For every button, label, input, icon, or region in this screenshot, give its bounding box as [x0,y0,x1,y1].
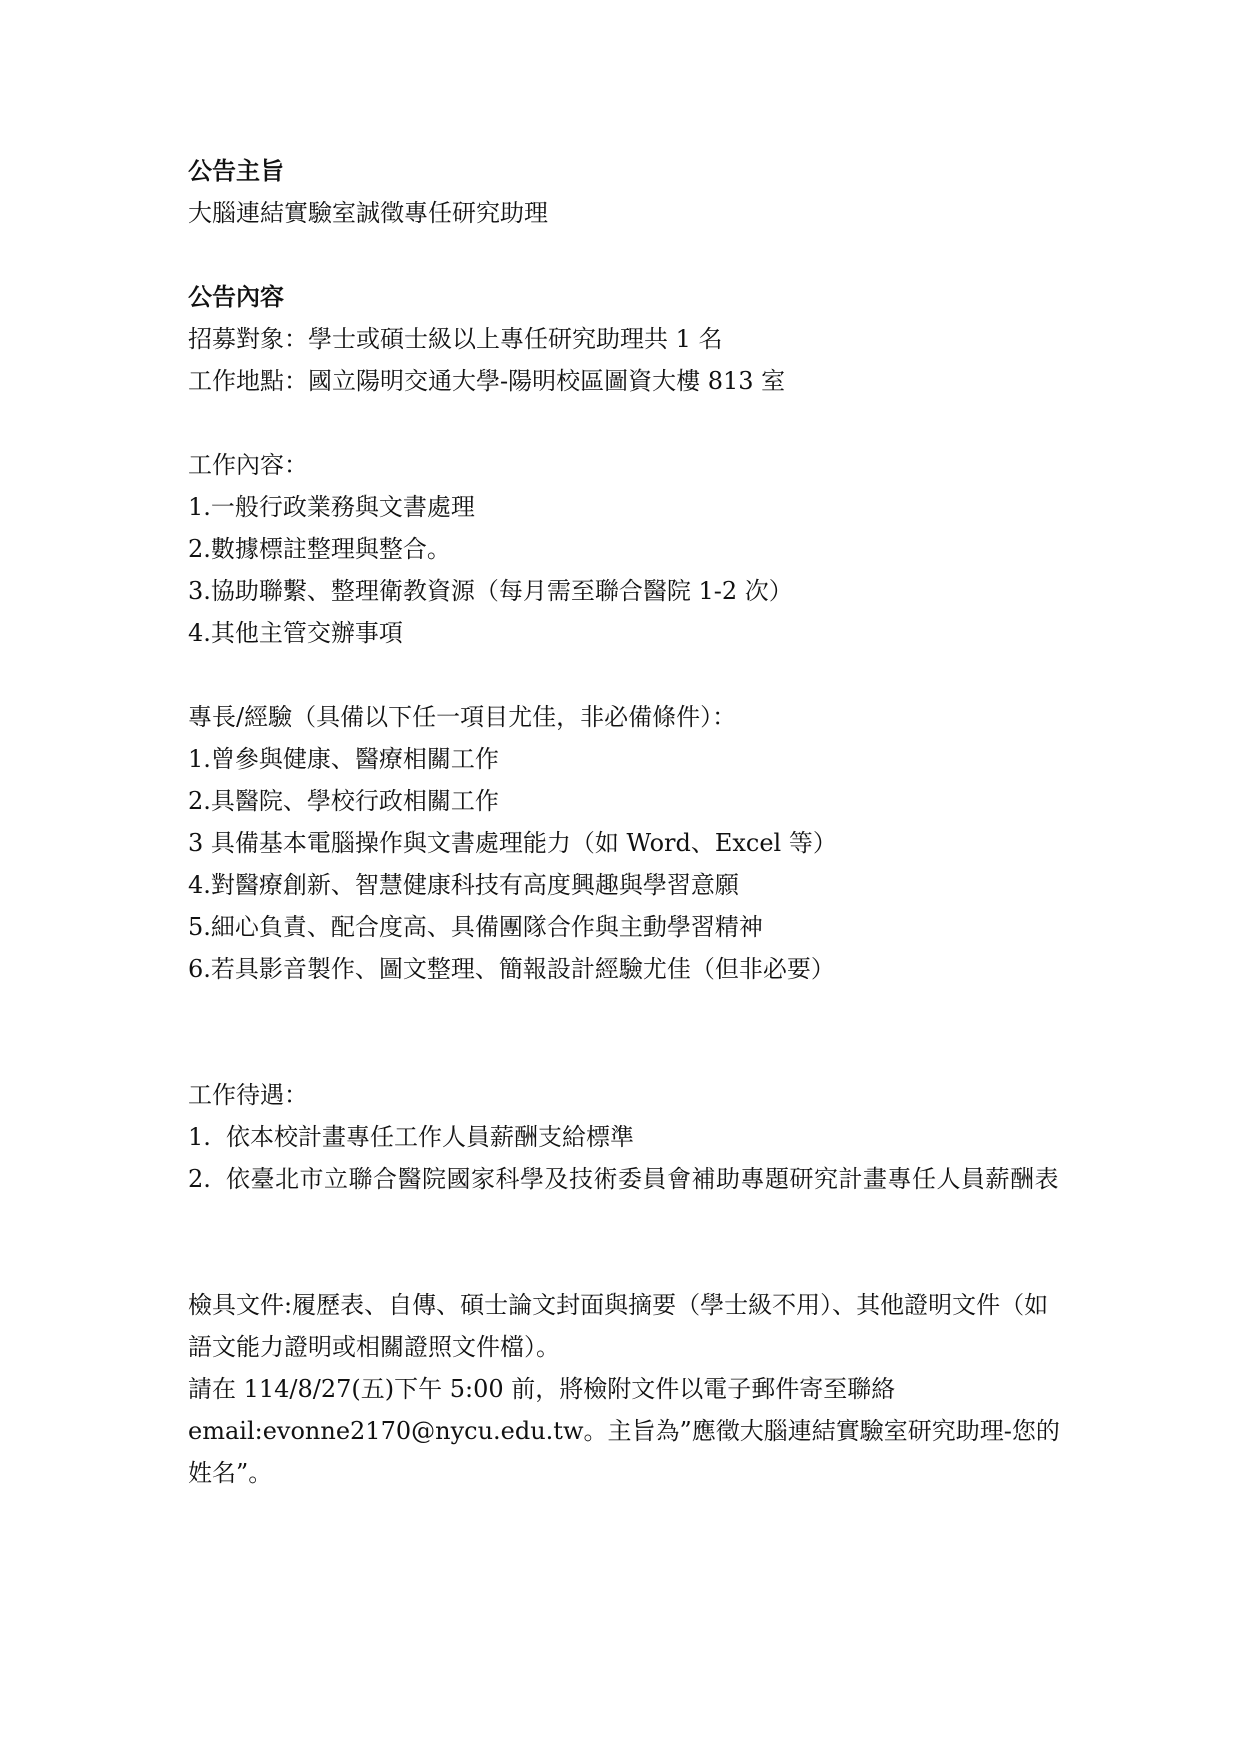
spacer [188,234,1068,276]
spacer [188,654,1068,696]
benefit-text: 依臺北市立聯合醫院國家科學及技術委員會補助專題研究計畫專任人員薪酬表 [226,1165,1059,1193]
recruit-target: 招募對象：學士或碩士級以上專任研究助理共 1 名 [188,325,723,353]
spacer [188,990,1068,1074]
subject-text: 大腦連結實驗室誠徵專任研究助理 [188,199,548,227]
spacer [188,1242,1068,1284]
spacer [188,402,1068,444]
benefit-number: 2. [188,1165,211,1193]
announcement-document [188,150,1068,1494]
skill-item: 4.對醫療創新、智慧健康科技有高度興趣與學習意願 [188,871,739,899]
content-heading: 公告內容 [188,283,284,311]
duty-item: 3.協助聯繫、整理衛教資源（每月需至聯合醫院 1-2 次） [188,577,793,605]
duty-item: 2.數據標註整理與整合。 [188,535,451,563]
skills-title: 專長/經驗（具備以下任一項目尤佳，非必備條件）： [188,703,737,731]
benefit-item [188,1158,1068,1242]
benefit-number: 1. [188,1123,211,1151]
duty-item: 4.其他主管交辦事項 [188,619,403,647]
work-location: 工作地點：國立陽明交通大學-陽明校區圖資大樓 813 室 [188,367,786,395]
subject-heading: 公告主旨 [188,157,284,185]
skill-item: 5.細心負責、配合度高、具備團隊合作與主動學習精神 [188,913,763,941]
benefit-text: 依本校計畫專任工作人員薪酬支給標準 [226,1123,634,1151]
benefits-title: 工作待遇： [188,1081,308,1109]
benefit-item [188,1116,1068,1158]
skill-item: 2.具醫院、學校行政相關工作 [188,787,499,815]
skill-item: 3 具備基本電腦操作與文書處理能力（如 Word、Excel 等） [188,829,837,857]
duty-item: 1.一般行政業務與文書處理 [188,493,475,521]
duties-title: 工作內容： [188,451,308,479]
skill-item: 6.若具影音製作、圖文整理、簡報設計經驗尤佳（但非必要） [188,955,835,983]
submission-instructions: 請在 114/8/27(五)下午 5:00 前，將檢附文件以電子郵件寄至聯絡 email:evonne2170@nycu.edu.tw。主旨為”應徵大腦連結實驗室研究助理-您的姓名”。 [188,1375,1060,1487]
skill-item: 1.曾參與健康、醫療相關工作 [188,745,499,773]
required-documents: 檢具文件:履歷表、自傳、碩士論文封面與摘要（學士級不用）、其他證明文件（如語文能力證明或相關證照文件檔）。 [188,1291,1049,1361]
